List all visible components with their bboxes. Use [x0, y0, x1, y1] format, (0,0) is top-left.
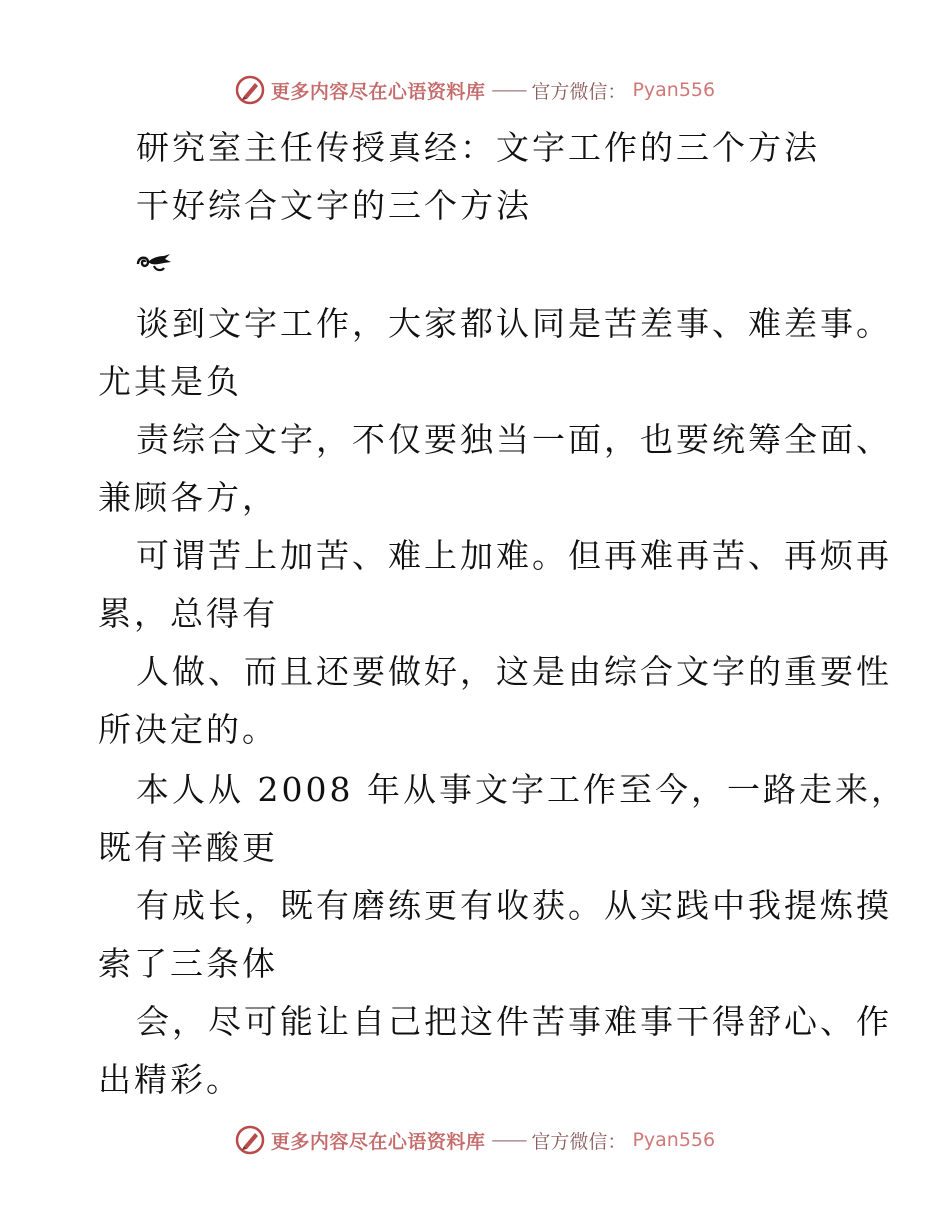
document-title: 研究室主任传授真经：文字工作的三个方法: [136, 128, 820, 167]
watermark-separator: ——: [491, 79, 526, 101]
watermark-separator: ——: [491, 1129, 526, 1151]
watermark-wechat-label: 官方微信：: [531, 80, 627, 103]
header-watermark: [0, 70, 950, 110]
watermark-wechat-id: Pyan556: [632, 1129, 716, 1151]
document-subtitle: 干好综合文字的三个方法: [136, 186, 532, 225]
pen-logo-icon: [235, 75, 265, 105]
floral-ornament-icon: [134, 246, 174, 276]
paragraph-line: 兼顾各方，: [98, 478, 278, 517]
paragraph-line: 有成长，既有磨练更有收获。从实践中我提炼摸: [136, 886, 892, 925]
footer-watermark: [0, 1120, 950, 1160]
paragraph-line: 尤其是负: [98, 362, 242, 401]
paragraph-line: 谈到文字工作，大家都认同是苦差事、难差事。: [136, 304, 892, 343]
paragraph-line: 责综合文字，不仅要独当一面，也要统筹全面、: [136, 420, 892, 459]
watermark-wechat-id: Pyan556: [632, 79, 716, 101]
watermark-brand-text: 更多内容尽在心语资料库: [270, 1130, 486, 1153]
paragraph-line: 累，总得有: [98, 594, 278, 633]
paragraph-line: 所决定的。: [98, 710, 278, 749]
pen-logo-icon: [235, 1125, 265, 1155]
paragraph-line: 出精彩。: [98, 1060, 242, 1099]
paragraph-line: 既有辛酸更: [98, 828, 278, 867]
paragraph-line: 会，尽可能让自己把这件苦事难事干得舒心、作: [136, 1002, 892, 1041]
paragraph-line: 可谓苦上加苦、难上加难。但再难再苦、再烦再: [136, 536, 892, 575]
watermark-brand-text: 更多内容尽在心语资料库: [270, 80, 486, 103]
paragraph-line: 本人从 2008 年从事文字工作至今，一路走来，: [136, 770, 907, 809]
paragraph-line: 索了三条体: [98, 944, 278, 983]
watermark-wechat-label: 官方微信：: [531, 1130, 627, 1153]
paragraph-line: 人做、而且还要做好，这是由综合文字的重要性: [136, 652, 892, 691]
